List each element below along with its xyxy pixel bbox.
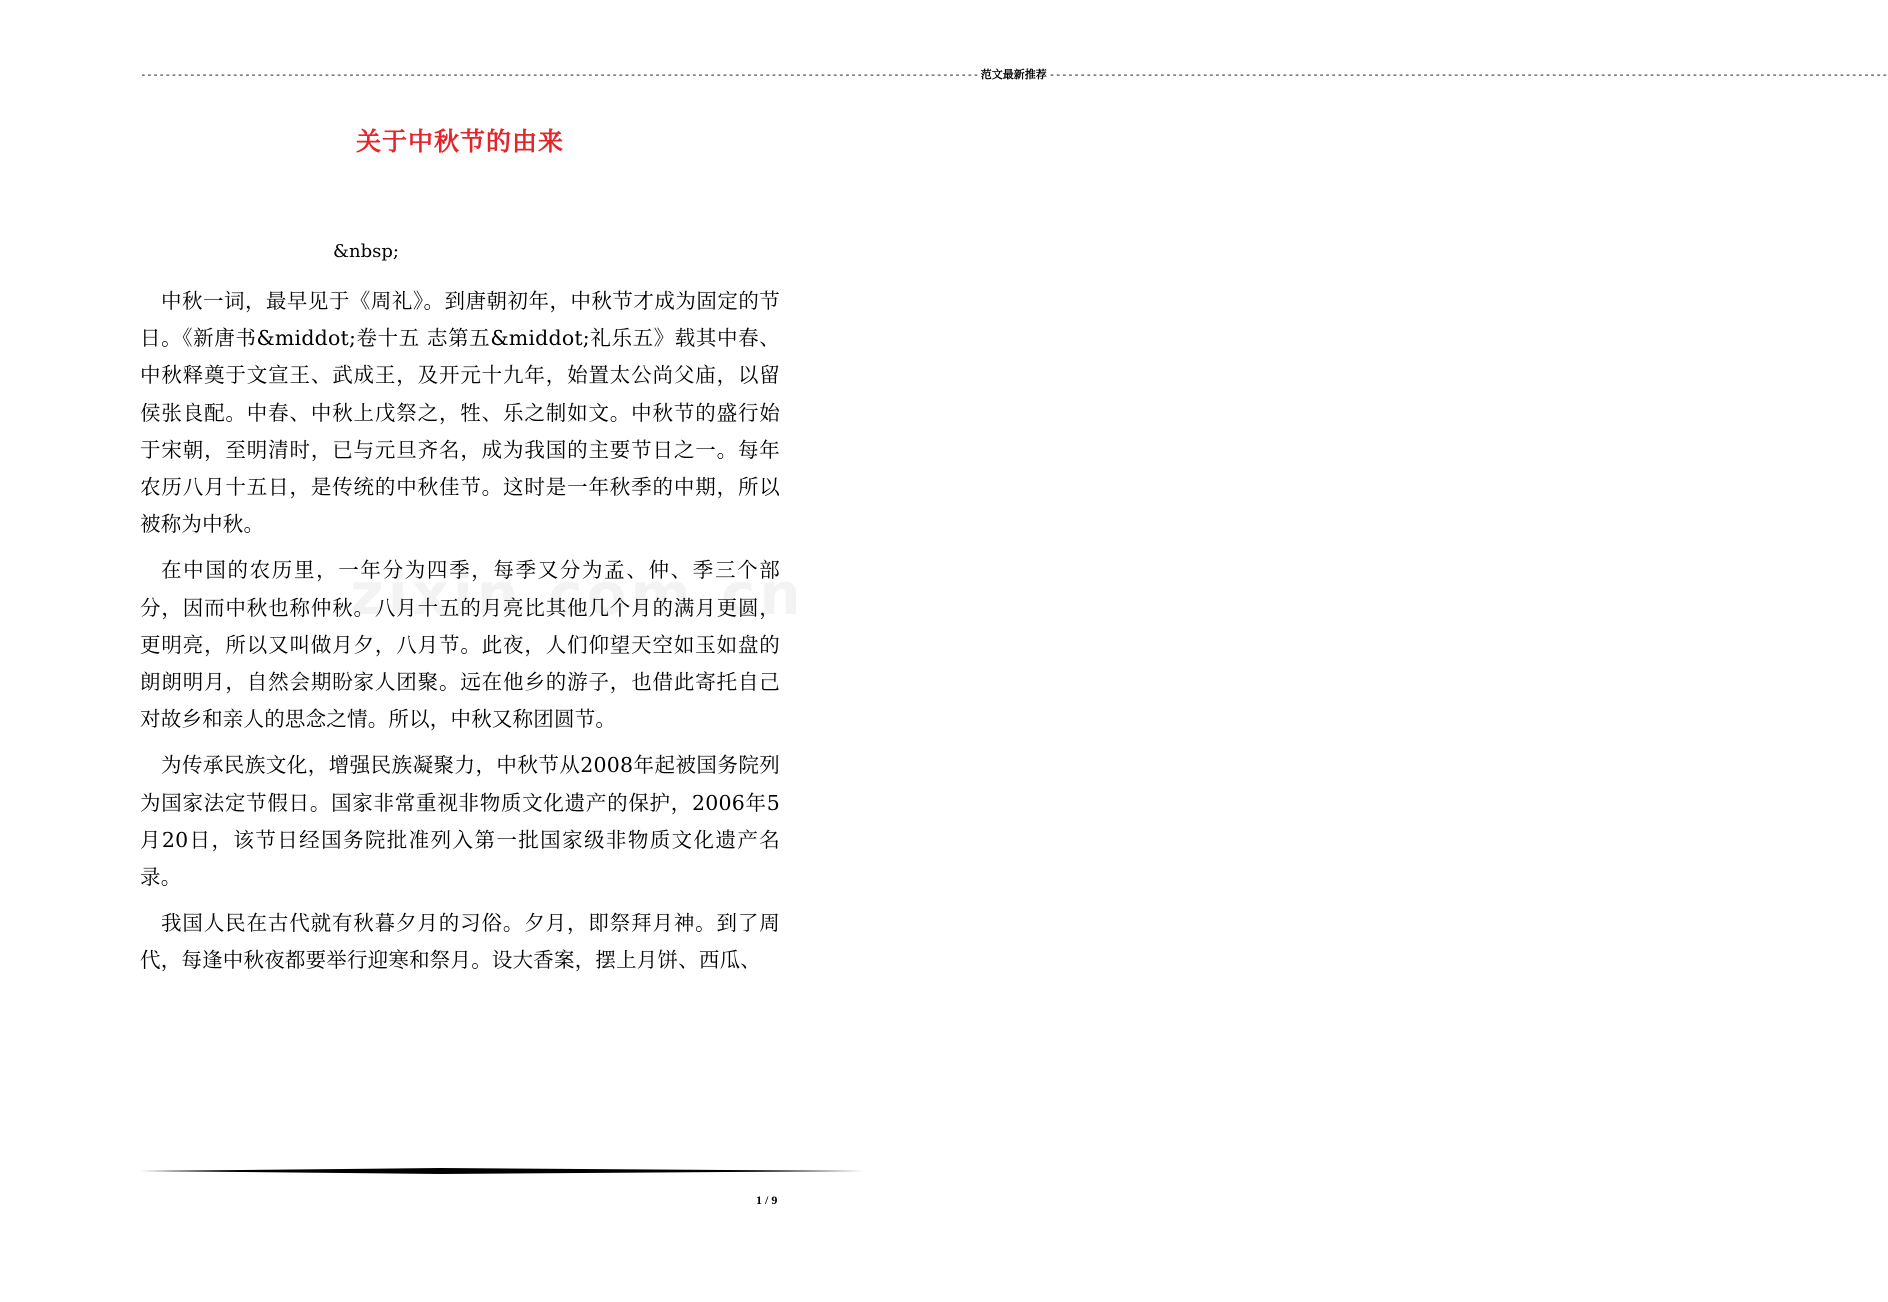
page-number: 1 / 9 — [756, 1193, 778, 1207]
header-label: 范文最新推荐 — [980, 68, 1047, 81]
paragraph: 为传承民族文化，增强民族凝聚力，中秋节从2008年起被国务院列为国家法定节假日。国家非常重视非物质文化遗产的保护，2006年5月20日，该节日经国务院批准列入第一批国家级非物质文化遗产名录。 — [140, 753, 780, 890]
document-body — [140, 283, 780, 989]
footer-rule — [140, 1166, 864, 1176]
document-title: 关于中秋节的由来 — [355, 127, 564, 156]
paragraph: 中秋一词，最早见于《周礼》。到唐朝初年，中秋节才成为固定的节日。《新唐书&middot;卷十五 志第五&middot;礼乐五》载其中春、中秋释奠于文宣王、武成王，及开元十九年，始置太公尚父庙，以留侯张良配。中春、中秋上戊祭之，牲、乐之制如文。中秋节的盛行始于宋朝，至明清时，已与元旦齐名，成为我国的主要节日之一。每年农历八月十五日，是传统的中秋佳节。这时是一年秋季的中期，所以被称为中秋。 — [140, 289, 780, 537]
header-dashes-left: ----------------------------------------------------------------------------------------------------------------------------------------- — [140, 67, 979, 81]
paragraph: 在中国的农历里，一年分为四季，每季又分为孟、仲、季三个部分，因而中秋也称仲秋。八月十五的月亮比其他几个月的满月更圆，更明亮，所以又叫做月夕，八月节。此夜，人们仰望天空如玉如盘的朗朗明月，自然会期盼家人团聚。远在他乡的游子，也借此寄托自己对故乡和亲人的思念之情。所以，中秋又称团圆节。 — [140, 558, 780, 732]
paragraph: 我国人民在古代就有秋暮夕月的习俗。夕月，即祭拜月神。到了周代，每逢中秋夜都要举行迎寒和祭月。设大香案，摆上月饼、西瓜、 — [140, 911, 780, 973]
nbsp-text: &nbsp; — [333, 241, 399, 262]
page-header — [140, 66, 1888, 82]
header-dashes-right: ----------------------------------------------------------------------------------------------------------------------------------------- — [1048, 67, 1888, 81]
